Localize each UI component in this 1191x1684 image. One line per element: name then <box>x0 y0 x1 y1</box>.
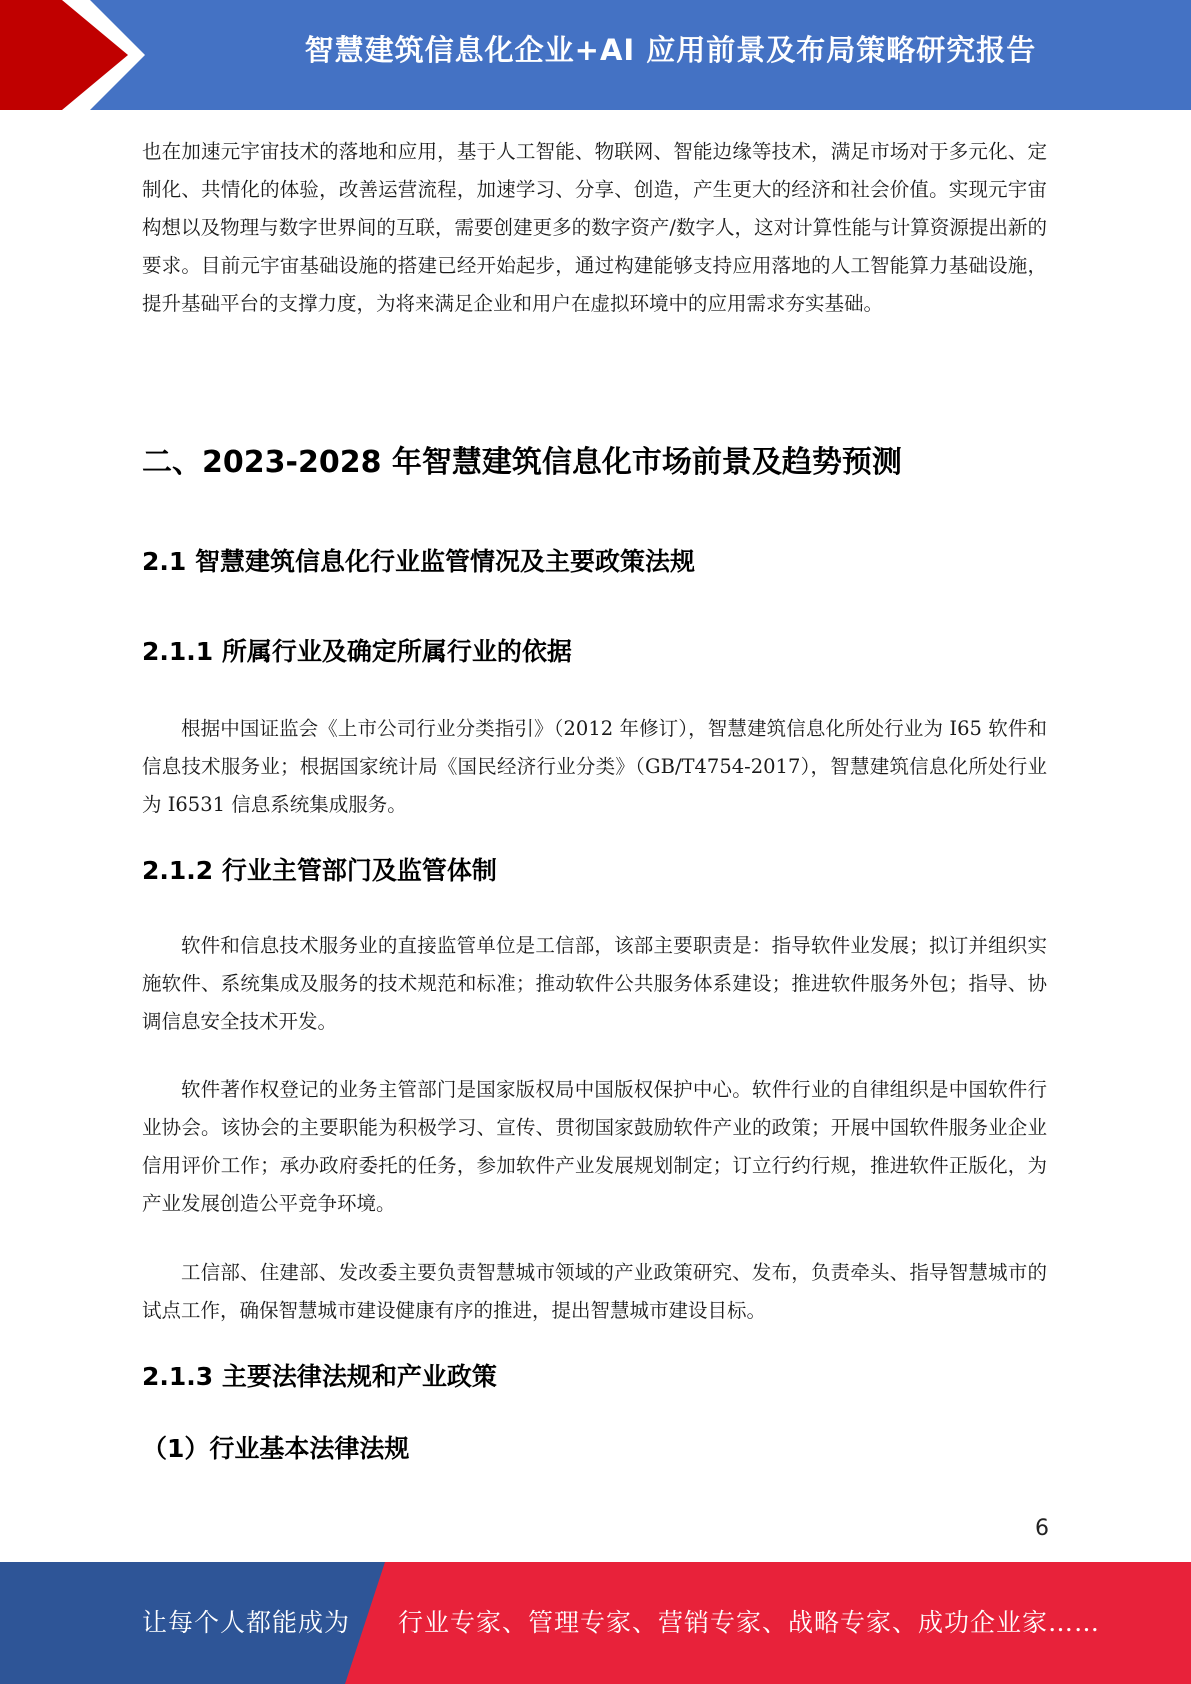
intro-paragraph: 也在加速元宇宙技术的落地和应用，基于人工智能、物联网、智能边缘等技术，满足市场对于多元化、定制化、共情化的体验，改善运营流程，加速学习、分享、创造，产生更大的经济和社会价值。实现元宇宙构想以及物理与数字世界间的互联，需要创建更多的数字资产/数字人，这对计算性能与计算资源提出新的要求。目前元宇宙基础设施的搭建已经开始起步，通过构建能够支持应用落地的人工智能算力基础设施，提升基础平台的支撑力度，为将来满足企业和用户在虚拟环境中的应用需求夯实基础。 <box>142 140 1047 315</box>
subsection-1-heading: （1）行业基本法律法规 <box>142 1434 410 1463</box>
section-2-1-1-paragraph: 根据中国证监会《上市公司行业分类指引》（2012 年修订），智慧建筑信息化所处行业为 I65 软件和信息技术服务业；根据国家统计局《国民经济行业分类》（GB/T4754-2017），智慧建筑信息化所处行业为 I6531 信息系统集成服务。 <box>142 717 1047 816</box>
page-footer <box>0 1562 1191 1684</box>
page-number: 6 <box>1035 1516 1049 1541</box>
header-chevron-decoration <box>0 0 150 110</box>
section-2-1-2-paragraph-2: 软件著作权登记的业务主管部门是国家版权局中国版权保护中心。软件行业的自律组织是中国软件行业协会。该协会的主要职能为积极学习、宣传、贯彻国家鼓励软件产业的政策；开展中国软件服务业企业信用评价工作；承办政府委托的任务，参加软件产业发展规划制定；订立行约行规，推进软件正版化，为产业发展创造公平竞争环境。 <box>142 1078 1047 1215</box>
footer-slogan-left: 让每个人都能成为 <box>142 1608 351 1637</box>
section-2-heading: 二、2023-2028 年智慧建筑信息化市场前景及趋势预测 <box>142 445 902 480</box>
report-title: 智慧建筑信息化企业+AI 应用前景及布局策略研究报告 <box>304 33 1037 67</box>
section-2-1-1-heading: 2.1.1 所属行业及确定所属行业的依据 <box>142 637 572 666</box>
page-header <box>0 0 1191 110</box>
section-2-1-heading: 2.1 智慧建筑信息化行业监管情况及主要政策法规 <box>142 547 695 576</box>
section-2-1-2-heading: 2.1.2 行业主管部门及监管体制 <box>142 856 497 885</box>
section-2-1-2-paragraph-3: 工信部、住建部、发改委主要负责智慧城市领域的产业政策研究、发布，负责牵头、指导智慧城市的试点工作，确保智慧城市建设健康有序的推进，提出智慧城市建设目标。 <box>142 1261 1047 1322</box>
footer-slogan-right: 行业专家、管理专家、营销专家、战略专家、成功企业家…… <box>398 1608 1101 1637</box>
section-2-1-2-paragraph-1: 软件和信息技术服务业的直接监管单位是工信部，该部主要职责是：指导软件业发展；拟订并组织实施软件、系统集成及服务的技术规范和标准；推动软件公共服务体系建设；推进软件服务外包；指导、协调信息安全技术开发。 <box>142 934 1047 1033</box>
section-2-1-3-heading: 2.1.3 主要法律法规和产业政策 <box>142 1362 497 1391</box>
